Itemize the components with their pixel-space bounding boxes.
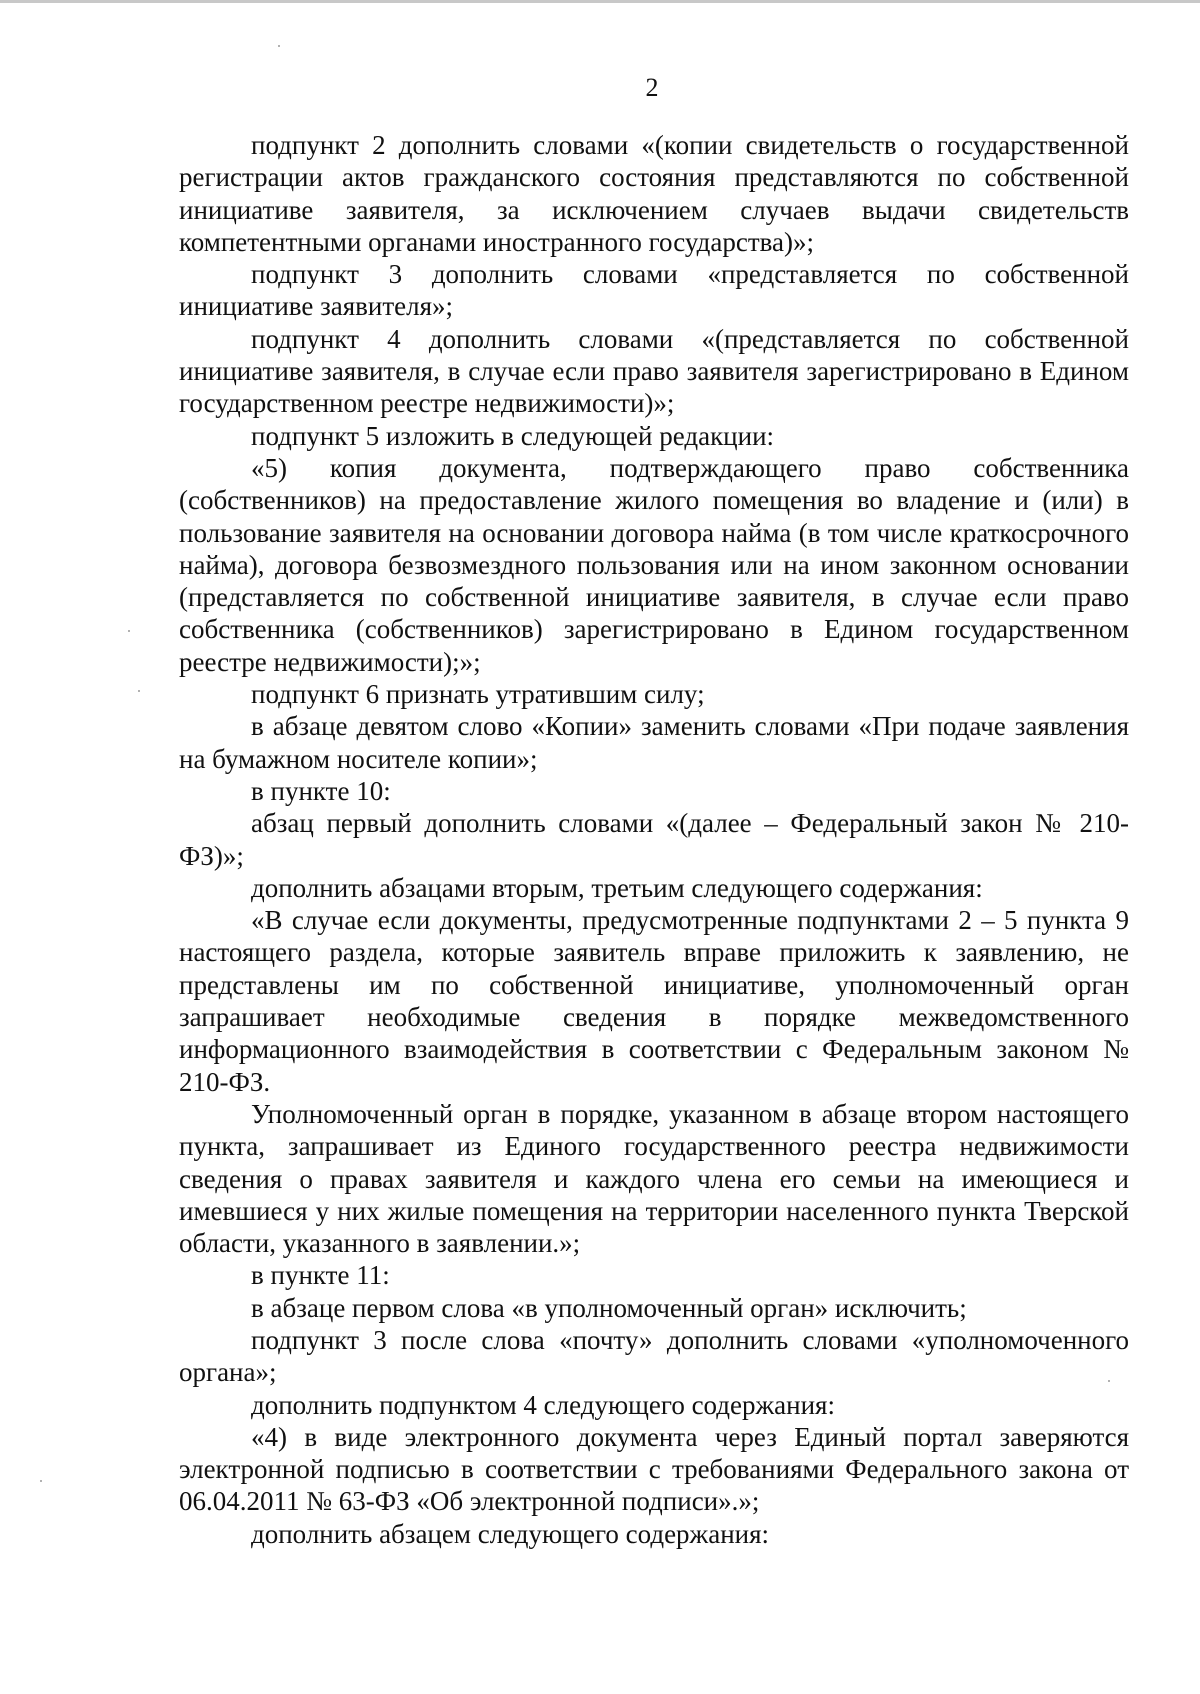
paragraph: подпункт 3 дополнить словами «представляется по собственной инициативе заявителя»; xyxy=(179,259,1129,322)
paragraph: «4) в виде электронного документа через Единый портал заверяются электронной подписью в соответствии с требованиями Федерального закона от 06.04.2011 № 63-ФЗ «Об электронной подписи».»; xyxy=(179,1421,1129,1517)
paragraph: «В случае если документы, предусмотренные подпунктами 2 – 5 пункта 9 настоящего раздела, которые заявитель вправе приложить к заявлению, не представлены им по собственной инициативе, уполномоченный орган запрашивает необходимые сведения в порядке межведомственного информационного взаимодействия в соответствии с Федеральным законом № 210-ФЗ. xyxy=(179,905,1129,1097)
page-number: 2 xyxy=(645,73,659,102)
paragraph: дополнить абзацем следующего содержания: xyxy=(251,1518,770,1549)
paragraph: в пункте 10: xyxy=(251,775,391,806)
scan-speck xyxy=(1108,1380,1110,1382)
scan-speck xyxy=(278,45,280,47)
paragraph: дополнить подпунктом 4 следующего содержания: xyxy=(251,1389,835,1420)
paragraph: в абзаце девятом слово «Копии» заменить словами «При подаче заявления на бумажном носителе копии»; xyxy=(179,711,1129,774)
paragraph: в пункте 11: xyxy=(251,1260,390,1291)
paragraph: дополнить абзацами вторым, третьим следующего содержания: xyxy=(251,872,983,903)
scan-speck xyxy=(138,690,140,692)
paragraph: подпункт 6 признать утратившим силу; xyxy=(251,679,705,710)
paragraph: подпункт 2 дополнить словами «(копии свидетельств о государственной регистрации актов гражданского состояния представляются по собственной инициативе заявителя, за исключением случаев выдачи свидетельств компетентными органами иностранного государства)»; xyxy=(179,130,1129,257)
document-body xyxy=(179,129,1129,1550)
paragraph: подпункт 4 дополнить словами «(представляется по собственной инициативе заявителя, в случае если право заявителя зарегистрировано в Едином государственном реестре недвижимости)»; xyxy=(179,323,1129,419)
paragraph: «5) копия документа, подтверждающего право собственника (собственников) на предоставление жилого помещения во владение и (или) в пользование заявителя на основании договора найма (в том числе краткосрочного найма), договора безвозмездного пользования или на ином законном основании (представляется по собственной инициативе заявителя, в случае если право собственника (собственников) зарегистрировано в Едином государственном реестре недвижимости);»; xyxy=(179,452,1129,677)
scan-speck xyxy=(40,1480,42,1482)
paragraph: подпункт 3 после слова «почту» дополнить словами «уполномоченного органа»; xyxy=(179,1324,1129,1388)
paragraph: Уполномоченный орган в порядке, указанном в абзаце втором настоящего пункта, запрашивает из Единого государственного реестра недвижимости сведения о правах заявителя и каждого члена его семьи на имеющиеся и имевшиеся у них жилые помещения на территории населенного пункта Тверской области, указанного в заявлении.»; xyxy=(179,1098,1129,1259)
paragraph: абзац первый дополнить словами «(далее – Федеральный закон № 210-ФЗ)»; xyxy=(179,808,1129,871)
paragraph: в абзаце первом слова «в уполномоченный орган» исключить; xyxy=(251,1292,967,1323)
scan-top-edge xyxy=(0,0,1200,3)
paragraph: подпункт 5 изложить в следующей редакции: xyxy=(251,420,775,451)
scan-speck xyxy=(128,630,130,632)
